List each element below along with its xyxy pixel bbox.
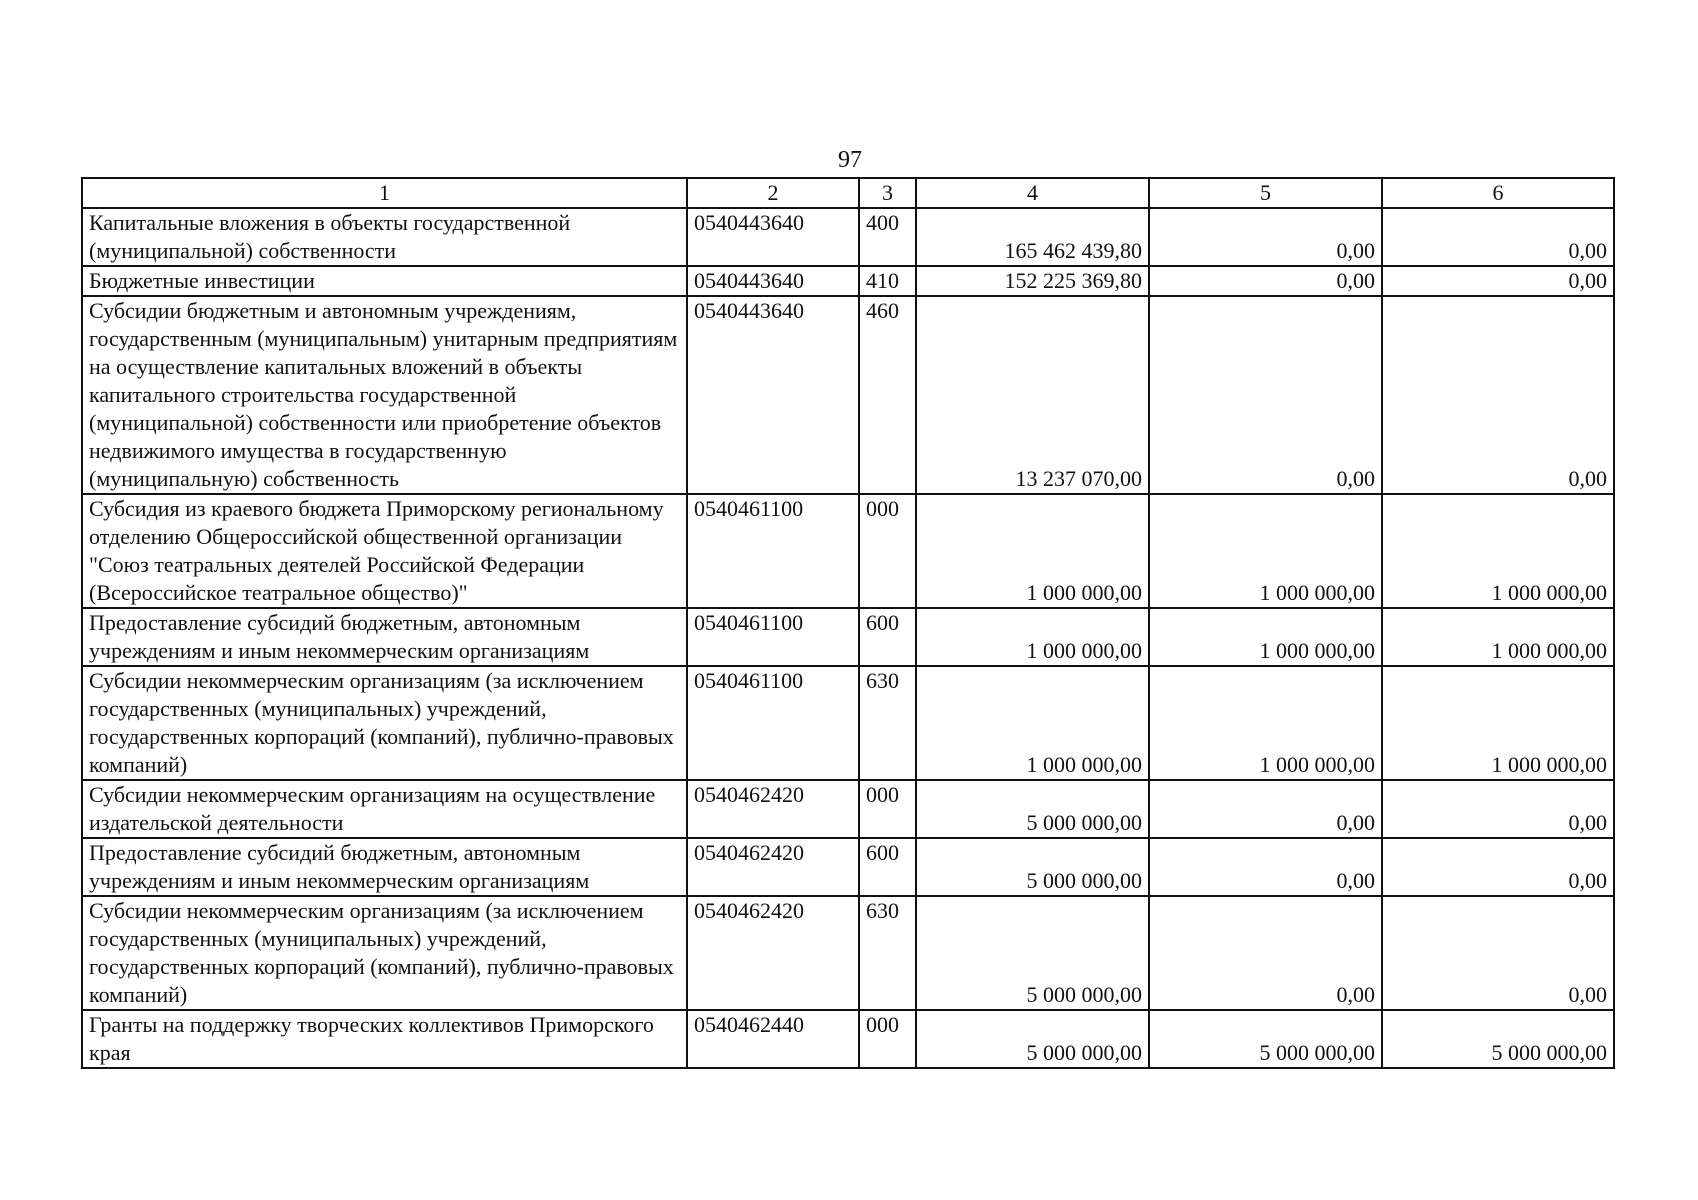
amount-col-4: 1 000 000,00 bbox=[916, 608, 1149, 666]
amount-col-6: 0,00 bbox=[1382, 896, 1614, 1010]
table-row bbox=[82, 1010, 1614, 1068]
table-row bbox=[82, 896, 1614, 1010]
amount-col-6: 1 000 000,00 bbox=[1382, 666, 1614, 780]
table-row bbox=[82, 296, 1614, 494]
table-row bbox=[82, 838, 1614, 896]
target-article-code: 0540443640 bbox=[687, 266, 859, 296]
target-article-code: 0540461100 bbox=[687, 666, 859, 780]
column-header-4: 4 bbox=[916, 178, 1149, 208]
column-header-1: 1 bbox=[82, 178, 687, 208]
target-article-code: 0540443640 bbox=[687, 208, 859, 266]
amount-col-5: 1 000 000,00 bbox=[1149, 666, 1382, 780]
amount-col-4: 5 000 000,00 bbox=[916, 780, 1149, 838]
column-header-5: 5 bbox=[1149, 178, 1382, 208]
amount-col-5: 1 000 000,00 bbox=[1149, 494, 1382, 608]
table-row bbox=[82, 666, 1614, 780]
table-body bbox=[82, 208, 1614, 1068]
table-header bbox=[82, 178, 1614, 208]
budget-table bbox=[81, 177, 1615, 1069]
expense-type-code: 400 bbox=[859, 208, 916, 266]
target-article-code: 0540443640 bbox=[687, 296, 859, 494]
expense-name: Субсидии некоммерческим организациям (за исключением государственных (муниципальных) учреждений, государственных корпораций (компаний), публично-правовых компаний) bbox=[82, 896, 687, 1010]
amount-col-6: 1 000 000,00 bbox=[1382, 608, 1614, 666]
amount-col-6: 0,00 bbox=[1382, 780, 1614, 838]
column-header-3: 3 bbox=[859, 178, 916, 208]
expense-name: Субсидии некоммерческим организациям на осуществление издательской деятельности bbox=[82, 780, 687, 838]
amount-col-4: 1 000 000,00 bbox=[916, 666, 1149, 780]
table-row bbox=[82, 208, 1614, 266]
amount-col-5: 0,00 bbox=[1149, 266, 1382, 296]
amount-col-6: 0,00 bbox=[1382, 266, 1614, 296]
amount-col-6: 1 000 000,00 bbox=[1382, 494, 1614, 608]
amount-col-4: 5 000 000,00 bbox=[916, 896, 1149, 1010]
expense-name: Гранты на поддержку творческих коллективов Приморского края bbox=[82, 1010, 687, 1068]
expense-type-code: 600 bbox=[859, 608, 916, 666]
amount-col-5: 0,00 bbox=[1149, 838, 1382, 896]
expense-type-code: 000 bbox=[859, 780, 916, 838]
amount-col-6: 0,00 bbox=[1382, 296, 1614, 494]
expense-name: Предоставление субсидий бюджетным, автономным учреждениям и иным некоммерческим организациям bbox=[82, 838, 687, 896]
target-article-code: 0540462420 bbox=[687, 780, 859, 838]
expense-name: Капитальные вложения в объекты государственной (муниципальной) собственности bbox=[82, 208, 687, 266]
target-article-code: 0540461100 bbox=[687, 608, 859, 666]
amount-col-4: 13 237 070,00 bbox=[916, 296, 1149, 494]
table-row bbox=[82, 266, 1614, 296]
expense-type-code: 410 bbox=[859, 266, 916, 296]
expense-name: Субсидии бюджетным и автономным учреждениям, государственным (муниципальным) унитарным предприятиям на осуществление капитальных вложений в объекты капитального строительства государственной (муниципальной) собственности или приобретение объектов недвижимого имущества в государственную (муниципальную) собственность bbox=[82, 296, 687, 494]
expense-name: Субсидия из краевого бюджета Приморскому региональному отделению Общероссийской общественной организации "Союз театральных деятелей Российской Федерации (Всероссийское театральное общество)" bbox=[82, 494, 687, 608]
amount-col-5: 0,00 bbox=[1149, 780, 1382, 838]
expense-name: Субсидии некоммерческим организациям (за исключением государственных (муниципальных) учреждений, государственных корпораций (компаний), публично-правовых компаний) bbox=[82, 666, 687, 780]
expense-name: Бюджетные инвестиции bbox=[82, 266, 687, 296]
target-article-code: 0540462420 bbox=[687, 838, 859, 896]
target-article-code: 0540462420 bbox=[687, 896, 859, 1010]
target-article-code: 0540461100 bbox=[687, 494, 859, 608]
amount-col-5: 5 000 000,00 bbox=[1149, 1010, 1382, 1068]
table-row bbox=[82, 608, 1614, 666]
amount-col-4: 5 000 000,00 bbox=[916, 1010, 1149, 1068]
amount-col-4: 152 225 369,80 bbox=[916, 266, 1149, 296]
amount-col-6: 0,00 bbox=[1382, 838, 1614, 896]
column-header-6: 6 bbox=[1382, 178, 1614, 208]
amount-col-6: 5 000 000,00 bbox=[1382, 1010, 1614, 1068]
expense-type-code: 000 bbox=[859, 494, 916, 608]
expense-type-code: 630 bbox=[859, 896, 916, 1010]
amount-col-5: 0,00 bbox=[1149, 208, 1382, 266]
amount-col-5: 0,00 bbox=[1149, 296, 1382, 494]
expense-name: Предоставление субсидий бюджетным, автономным учреждениям и иным некоммерческим организациям bbox=[82, 608, 687, 666]
amount-col-5: 1 000 000,00 bbox=[1149, 608, 1382, 666]
expense-type-code: 630 bbox=[859, 666, 916, 780]
table-row bbox=[82, 494, 1614, 608]
page-number: 97 bbox=[838, 147, 862, 173]
expense-type-code: 000 bbox=[859, 1010, 916, 1068]
target-article-code: 0540462440 bbox=[687, 1010, 859, 1068]
amount-col-4: 165 462 439,80 bbox=[916, 208, 1149, 266]
header-row bbox=[82, 178, 1614, 208]
column-header-2: 2 bbox=[687, 178, 859, 208]
amount-col-5: 0,00 bbox=[1149, 896, 1382, 1010]
amount-col-4: 5 000 000,00 bbox=[916, 838, 1149, 896]
amount-col-6: 0,00 bbox=[1382, 208, 1614, 266]
table-row bbox=[82, 780, 1614, 838]
expense-type-code: 600 bbox=[859, 838, 916, 896]
expense-type-code: 460 bbox=[859, 296, 916, 494]
amount-col-4: 1 000 000,00 bbox=[916, 494, 1149, 608]
